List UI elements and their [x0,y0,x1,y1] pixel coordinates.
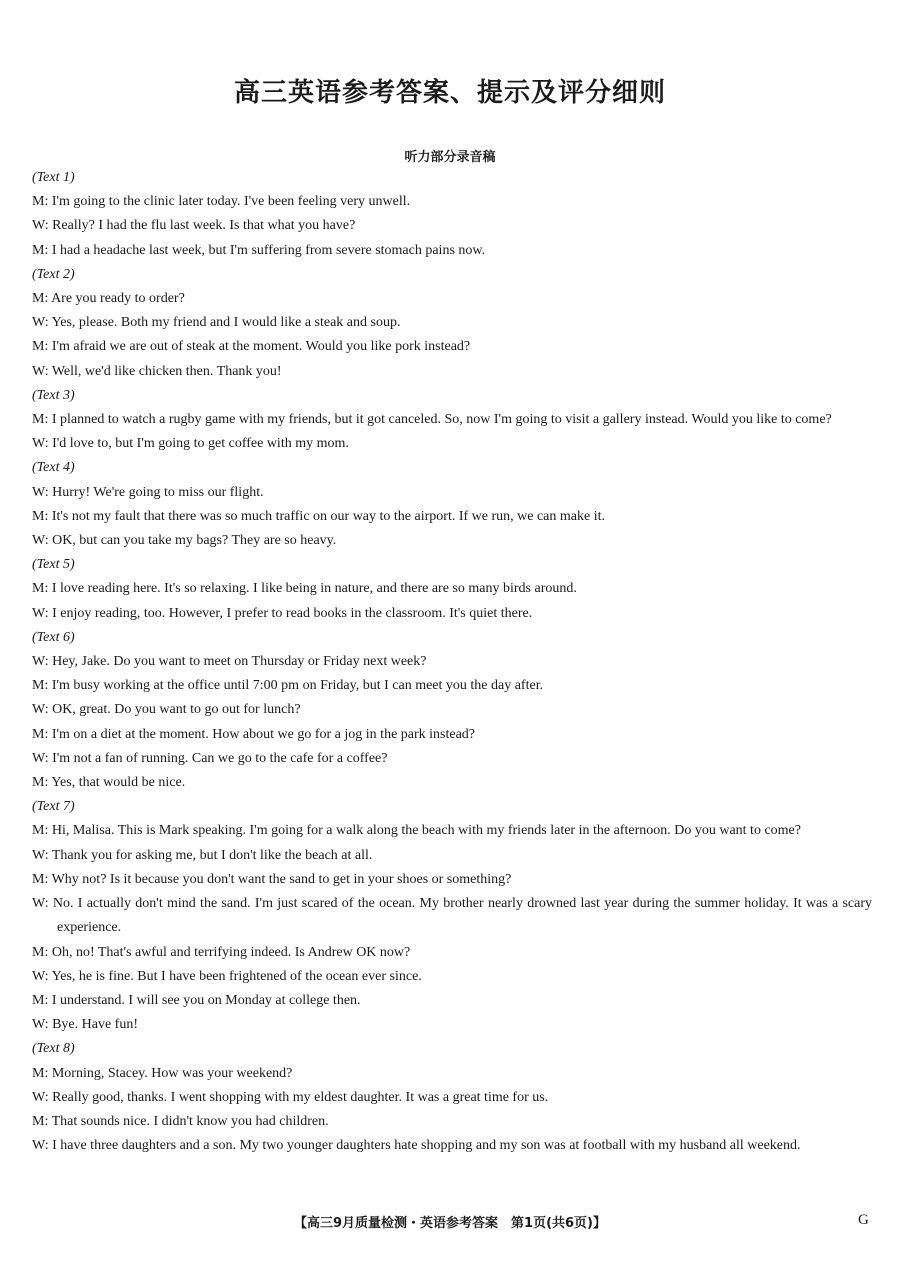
dialogue-line: M: Oh, no! That's awful and terrifying indeed. Is Andrew OK now? [32,944,411,960]
dialogue-line: W: Hurry! We're going to miss our flight. [32,484,264,500]
transcript [32,166,872,1158]
dialogue-line: M: That sounds nice. I didn't know you had children. [32,1113,329,1129]
page-footer: 【高三9月质量检测・英语参考答案 第1页(共6页)】 [293,1216,607,1231]
dialogue-line: W: No. I actually don't mind the sand. I'm just scared of the ocean. My brother nearly drowned last year during the summer holiday. It was a scary experience. [32,896,872,936]
dialogue-line: M: I planned to watch a rugby game with my friends, but it got canceled. So, now I'm going to visit a gallery instead. Would you like to come? [32,412,832,428]
dialogue-line: M: I had a headache last week, but I'm suffering from severe stomach pains now. [32,242,486,258]
dialogue-line: W: Well, we'd like chicken then. Thank you! [32,363,282,379]
dialogue-line: M: Are you ready to order? [32,291,185,307]
dialogue-line: W: Thank you for asking me, but I don't like the beach at all. [32,847,373,863]
dialogue-line: M: I'm on a diet at the moment. How about we go for a jog in the park instead? [32,726,476,742]
dialogue-label: (Text 3) [32,387,75,403]
section-heading: 听力部分录音稿 [404,150,496,165]
dialogue-label: (Text 4) [32,460,75,476]
dialogue-line: W: Yes, please. Both my friend and I would like a steak and soup. [32,315,401,331]
dialogue-line: M: I'm afraid we are out of steak at the moment. Would you like pork instead? [32,339,471,355]
dialogue-line: M: Hi, Malisa. This is Mark speaking. I'm going for a walk along the beach with my friends later in the afternoon. Do you want to come? [32,823,801,839]
dialogue-line: W: I have three daughters and a son. My two younger daughters hate shopping and my son was at football with my husband all weekend. [32,1138,801,1154]
dialogue-line: M: I love reading here. It's so relaxing. I like being in nature, and there are so many birds around. [32,581,577,597]
dialogue-line: M: It's not my fault that there was so much traffic on our way to the airport. If we run, we can make it. [32,508,605,524]
dialogue-label: (Text 8) [32,1041,75,1057]
dialogue-line: W: Really? I had the flu last week. Is that what you have? [32,218,356,234]
dialogue-line: W: I'm not a fan of running. Can we go to the cafe for a coffee? [32,750,388,766]
dialogue-line: M: I understand. I will see you on Monday at college then. [32,992,361,1008]
dialogue-line: W: Really good, thanks. I went shopping with my eldest daughter. It was a great time for us. [32,1089,549,1105]
dialogue-label: (Text 2) [32,266,75,282]
page-title: 高三英语参考答案、提示及评分细则 [233,78,666,108]
dialogue-line: M: I'm going to the clinic later today. I've been feeling very unwell. [32,194,411,210]
dialogue-line: W: OK, but can you take my bags? They are so heavy. [32,533,337,549]
dialogue-line: W: OK, great. Do you want to go out for lunch? [32,702,301,718]
dialogue-line: W: Yes, he is fine. But I have been frightened of the ocean ever since. [32,968,422,984]
dialogue-line: W: I'd love to, but I'm going to get coffee with my mom. [32,436,349,452]
dialogue-line: M: Yes, that would be nice. [32,775,186,791]
dialogue-label: (Text 5) [32,557,75,573]
dialogue-label: (Text 7) [32,799,75,815]
paper-version-code: G [858,1212,869,1228]
dialogue-line: W: Bye. Have fun! [32,1017,138,1033]
dialogue-line: M: Morning, Stacey. How was your weekend? [32,1065,293,1081]
dialogue-line: M: Why not? Is it because you don't want the sand to get in your shoes or something? [32,871,512,887]
dialogue-line: W: Hey, Jake. Do you want to meet on Thursday or Friday next week? [32,654,427,670]
dialogue-line: M: I'm busy working at the office until 7:00 pm on Friday, but I can meet you the day after. [32,678,544,694]
dialogue-line: W: I enjoy reading, too. However, I prefer to read books in the classroom. It's quiet there. [32,605,533,621]
dialogue-label: (Text 1) [32,170,75,185]
dialogue-label: (Text 6) [32,629,75,645]
